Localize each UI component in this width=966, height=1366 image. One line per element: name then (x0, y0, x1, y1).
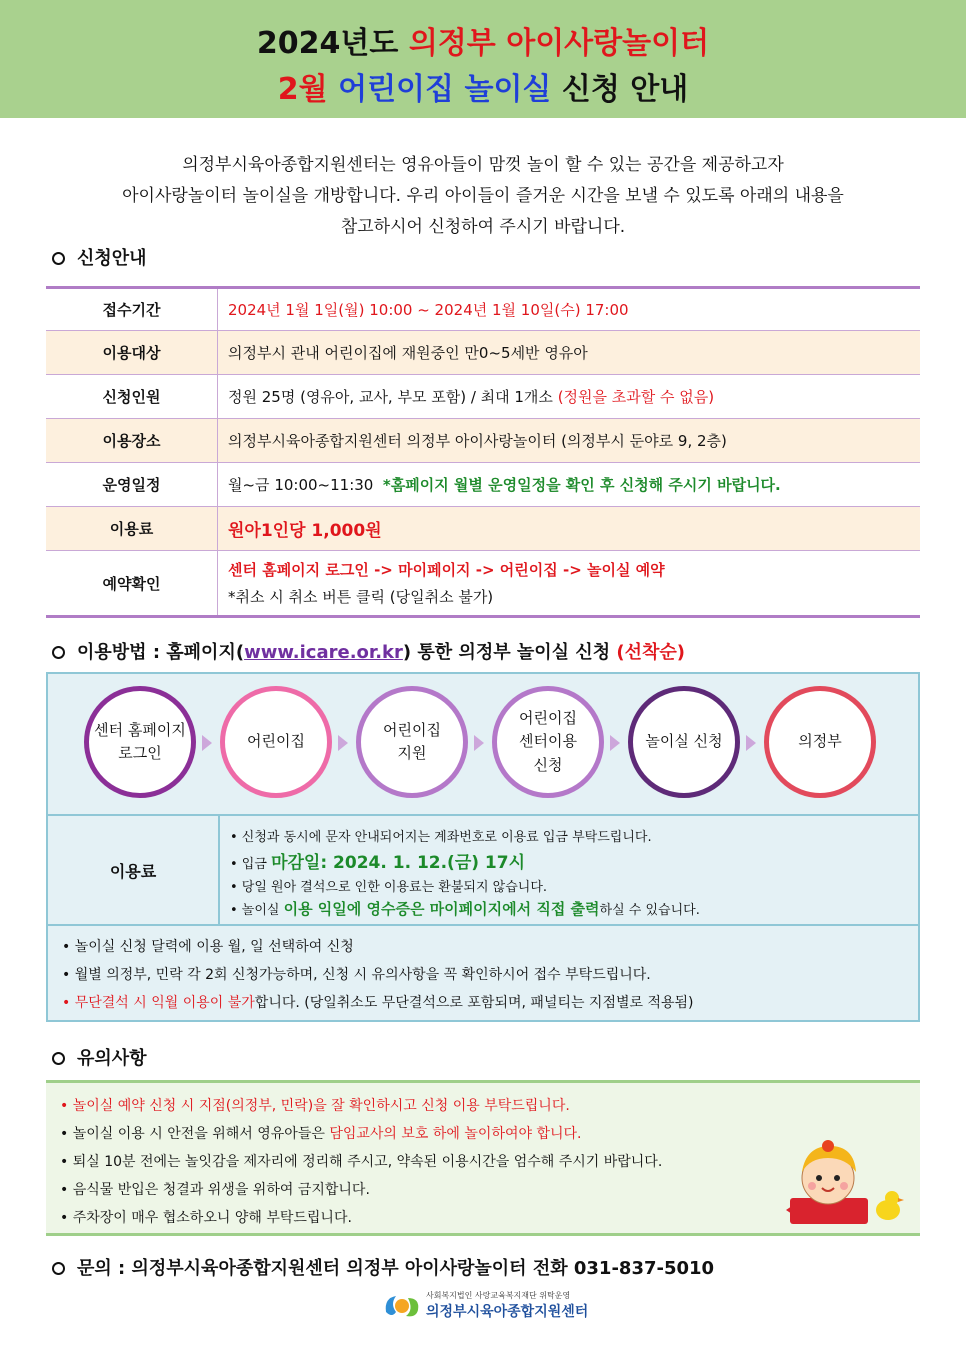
caution-item: • 주차장이 매우 협소하오니 양해 부탁드립니다. (60, 1210, 352, 1226)
row-value: 정원 25명 (영유아, 교사, 부모 포함) / 최대 1개소 (정원을 초과할 수 없음) (228, 388, 715, 406)
logo-title: 의정부시육아종합지원센터 (426, 1304, 589, 1320)
note-item: • 놀이실 신청 달력에 이용 월, 일 선택하여 신청 (62, 939, 354, 955)
row-value: 원아1인당 1,000원 (228, 521, 382, 541)
method-box (46, 672, 920, 1022)
contact-line: 문의 : 의정부시육아종합지원센터 의정부 아이사랑놀이터 전화 031-837-5010 (52, 1254, 714, 1280)
arrow-right-icon (202, 735, 212, 751)
process-flow (48, 674, 918, 814)
table-row (46, 551, 920, 615)
caution-item: • 놀이실 예약 신청 시 지점(의정부, 민락)을 잘 확인하시고 신청 이용 부탁드립니다. (60, 1098, 570, 1114)
bullet-circle-icon (52, 1262, 65, 1275)
flow-step-playroom: 놀이실 신청 (628, 686, 740, 798)
flow-step-support: 어린이집 지원 (356, 686, 468, 798)
section-title-application: 신청안내 (52, 244, 147, 270)
table-row (46, 331, 920, 375)
duck-head (885, 1191, 899, 1205)
intro-line: 의정부시육아종합지원센터는 영유아들이 맘껏 놀이 할 수 있는 공간을 제공하고자 (182, 155, 784, 175)
note-item: • 월별 의정부, 민락 각 2회 신청가능하며, 신청 시 유의사항을 꼭 확인하시어 접수 부탁드립니다. (62, 967, 651, 983)
bullet-circle-icon (52, 646, 65, 659)
section-title-method: 이용방법 : 홈페이지(www.icare.or.kr) 통한 의정부 놀이실 신청 (선착순) (52, 638, 685, 664)
row-value: 센터 홈페이지 로그인 -> 마이페이지 -> 어린이집 -> 놀이실 예약 *취소 시 취소 버튼 클릭 (당일취소 불가) (228, 561, 665, 606)
table-row (46, 463, 920, 507)
row-value: 의정부시 관내 어린이집에 재원중인 만0~5세반 영유아 (228, 344, 588, 362)
arrow-right-icon (474, 735, 484, 751)
caution-item: • 음식물 반입은 청결과 위생을 위하여 금지합니다. (60, 1182, 370, 1198)
arrow-mark (786, 1206, 792, 1214)
flow-step-login: 센터 홈페이지 로그인 (84, 686, 196, 798)
caution-item: • 퇴실 10분 전에는 놀잇감을 제자리에 정리해 주시고, 약속된 이용시간을 엄수해 주시기 바랍니다. (60, 1154, 663, 1170)
note-item: • 무단결석 시 익월 이용이 불가합니다. (당일취소도 무단결석으로 포함되며, 패널티는 지점별로 적용됨) (62, 995, 694, 1011)
hair-bow (822, 1140, 834, 1152)
cheek-left (808, 1182, 816, 1190)
table-row (46, 289, 920, 331)
row-label: 운영일정 (46, 463, 218, 506)
flow-step-center-use: 어린이집 센터이용 신청 (492, 686, 604, 798)
center-logo-icon (382, 1290, 422, 1322)
row-value: 의정부시육아종합지원센터 의정부 아이사랑놀이터 (의정부시 둔야로 9, 2층) (228, 432, 727, 450)
header-title-line2: 2월 어린이집 놀이실 신청 안내 (277, 72, 689, 107)
flow-step-daycare: 어린이집 (220, 686, 332, 798)
row-label: 접수기간 (46, 289, 218, 330)
row-value: 월~금 10:00~11:30 *홈페이지 월별 운영일정을 확인 후 신청해 주시기 바랍니다. (228, 476, 781, 494)
arrow-right-icon (746, 735, 756, 751)
row-label: 이용대상 (46, 331, 218, 374)
duck-beak (898, 1198, 904, 1202)
header-title-line1: 2024년도 의정부 아이사랑놀이터 (256, 26, 710, 61)
intro-line: 참고하시어 신청하여 주시기 바랍니다. (340, 217, 626, 237)
table-row (46, 375, 920, 419)
caution-item: • 놀이실 이용 시 안전을 위해서 영유아들은 담임교사의 보호 하에 놀이하여야 합니다. (60, 1126, 582, 1142)
arrow-right-icon (338, 735, 348, 751)
table-bottom-border (46, 615, 920, 618)
flow-step-uijeongbu: 의정부 (764, 686, 876, 798)
bullet-circle-icon (52, 252, 65, 265)
table-row (46, 507, 920, 551)
fee-label: 이용료 (48, 816, 220, 924)
eye-left (816, 1175, 822, 1181)
eye-right (834, 1175, 840, 1181)
fee-line: • 놀이실 이용 익일에 영수증은 마이페이지에서 직접 출력하실 수 있습니다. (230, 900, 700, 918)
logo-subtitle: 사회복지법인 사랑교육복지재단 위탁운영 (426, 1291, 571, 1300)
arrow-right-icon (610, 735, 620, 751)
row-value: 2024년 1월 1일(월) 10:00 ~ 2024년 1월 10일(수) 17:00 (228, 301, 629, 319)
section-title-caution: 유의사항 (52, 1044, 147, 1070)
bullet-circle-icon (52, 1052, 65, 1065)
center-logo (382, 1288, 602, 1324)
header-banner (0, 0, 966, 118)
table-row (46, 419, 920, 463)
homepage-link[interactable]: www.icare.or.kr (244, 642, 403, 663)
cheek-right (840, 1182, 848, 1190)
row-label: 예약확인 (46, 551, 218, 615)
row-label: 이용료 (46, 507, 218, 550)
fee-line: • 당일 원아 결석으로 인한 이용료는 환불되지 않습니다. (230, 880, 548, 895)
intro-line: 아이사랑놀이터 놀이실을 개방합니다. 우리 아이들이 즐거운 시간을 보낼 수 있도록 아래의 내용을 (122, 186, 844, 206)
fee-line: • 신청과 동시에 문자 안내되어지는 계좌번호로 이용료 입금 부탁드립니다. (230, 830, 652, 845)
row-label: 신청인원 (46, 375, 218, 418)
fee-section (48, 814, 918, 926)
child-illustration (780, 1128, 910, 1228)
fee-line: • 입금 마감일: 2024. 1. 12.(금) 17시 (230, 853, 526, 873)
row-label: 이용장소 (46, 419, 218, 462)
